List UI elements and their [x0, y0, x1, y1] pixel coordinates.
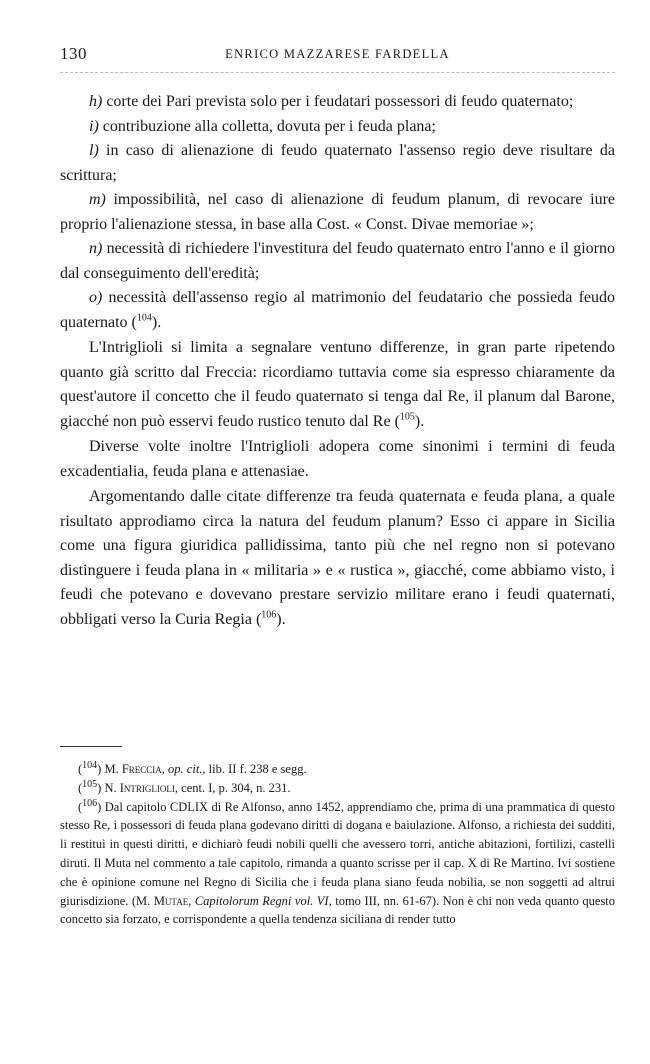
- paragraph: Diverse volte inoltre l'Intriglioli adopera come sinonimi i termini di feuda excadentialia, feuda plana e attenasiae.: [60, 438, 615, 480]
- footnote-ref[interactable]: 105: [399, 411, 415, 423]
- list-item: o) necessità dell'assenso regio al matrimonio del feudatario che possieda feudo quaternato ($^{104}$).: [60, 289, 615, 331]
- main-text: [60, 90, 615, 632]
- footnotes: [60, 760, 615, 929]
- paragraph: Argomentando dalle citate differenze tra feuda quaternata e feuda plana, a quale risultato approdiamo circa la natura del feudum planum? Esso ci appare in Sicilia come una figura giuridica pallidissima, tanto più che nel regno non si potevano distinguere i feuda plana in « militaria » e « rustica », giacché, come abbiamo visto, i feudi che potevano e dovevano prestare servizio militare erano i feudi quaternati, obbligati verso la Curia Regia ($^{106}$).: [60, 488, 615, 628]
- footnote: ($^{106}$) Dal capitolo CDLIX di Re Alfonso, anno 1452, apprendiamo che, prima di una prammatica di questo stesso Re, i possessori di feuda plana godevano diritti di dogana e baiulazione. Alfonso, a richiesta dei sudditi, li restituì in questi diritti, e dichiarò feudi nobili quelli che avessero torri, antiche abitazioni, fortilizi, castelli diruti. Il Muta nel commento a tale capitolo, rimanda a quanto scrisse per il cap. X di Re Martino. Ivi sostiene che è opinione comune nel Regno di Sicilia che i feuda plana siano feuda nobilia, se non soggetti ad altrui giurisdizione. (M. Mutae, Capitolorum Regni vol. VI, tomo III, nn. 61-67). Non è chi non veda quanto questo concetto sia forzato, e corrispondente a quella tendenza siciliana di render tutto: [60, 797, 616, 927]
- list-item: m) impossibilità, nel caso di alienazione di feudum planum, di revocare iure proprio l'alienazione stessa, in base alla Cost. « Const. Divae memoriae »;: [60, 191, 615, 233]
- footnote-ref[interactable]: 106: [261, 609, 277, 621]
- footnote: ($^{105}$) N. Intriglioli, cent. I, p. 304, n. 231.: [78, 778, 291, 795]
- footnote: ($^{104}$) M. Freccia, op. cit., lib. II f. 238 e segg.: [78, 759, 307, 776]
- list-item: n) necessità di richiedere l'investitura del feudo quaternato entro l'anno e il giorno dal conseguimento dell'eredità;: [60, 240, 615, 282]
- list-item: l) in caso di alienazione di feudo quaternato l'assenso regio deve risultare da scrittura;: [60, 142, 615, 184]
- running-title: ENRICO MAZZARESE FARDELLA: [225, 47, 450, 61]
- list-item: i) contribuzione alla colletta, dovuta per i feuda plana;: [89, 117, 436, 135]
- page-header: [60, 44, 615, 68]
- footnote-ref[interactable]: 104: [136, 312, 152, 324]
- paragraph: L'Intriglioli si limita a segnalare ventuno differenze, in gran parte ripetendo quanto già scritto dal Freccia: ricordiamo tuttavia come sia espresso chiaramente da quest'autore il concetto che il feudo quaternato si tenga dal Re, il planum dal Barone, giacché non può esservi feudo rustico tenuto dal Re ($^{105}$).: [60, 339, 615, 430]
- header-rule: [60, 72, 615, 73]
- page-number: 130: [60, 44, 87, 63]
- list-item: h) corte dei Pari prevista solo per i feudatari possessori di feudo quaternato;: [89, 93, 574, 110]
- footnote-rule: [60, 746, 122, 747]
